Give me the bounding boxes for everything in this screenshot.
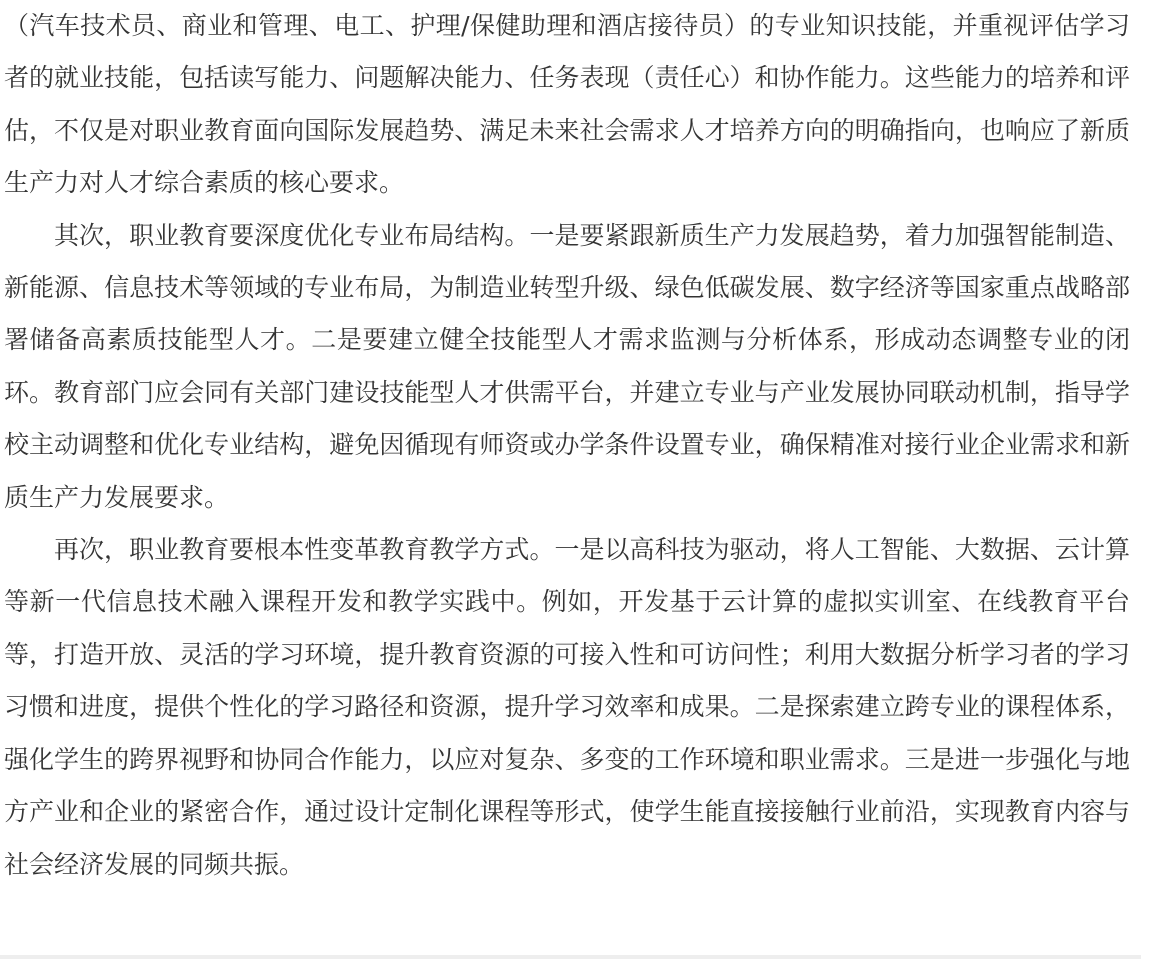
bottom-divider bbox=[0, 955, 1141, 959]
article-paragraph: 其次，职业教育要深度优化专业布局结构。一是要紧跟新质生产力发展趋势，着力加强智能制造、新能源、信息技术等领域的专业布局，为制造业转型升级、绿色低碳发展、数字经济等国家重点战略部署储备高素质技能型人才。二是要建立健全技能型人才需求监测与分析体系，形成动态调整专业的闭环。教育部门应会同有关部门建设技能型人才供需平台，并建立专业与产业发展协同联动机制，指导学校主动调整和优化专业结构，避免因循现有师资或办学条件设置专业，确保精准对接行业企业需求和新质生产力发展要求。 bbox=[4, 220, 1130, 512]
article-paragraph: 再次，职业教育要根本性变革教育教学方式。一是以高科技为驱动，将人工智能、大数据、云计算等新一代信息技术融入课程开发和教学实践中。例如，开发基于云计算的虚拟实训室、在线教育平台等，打造开放、灵活的学习环境，提升教育资源的可接入性和可访问性；利用大数据分析学习者的学习习惯和进度，提供个性化的学习路径和资源，提升学习效率和成果。二是探索建立跨专业的课程体系，强化学生的跨界视野和协同合作能力，以应对复杂、多变的工作环境和职业需求。三是进一步强化与地方产业和企业的紧密合作，通过设计定制化课程等形式，使学生能直接接触行业前沿，实现教育内容与社会经济发展的同频共振。 bbox=[4, 535, 1130, 879]
article-paragraph: （汽车技术员、商业和管理、电工、护理/保健助理和酒店接待员）的专业知识技能，并重视评估学习者的就业技能，包括读写能力、问题解决能力、任务表现（责任心）和协作能力。这些能力的培养和评估，不仅是对职业教育面向国际发展趋势、满足未来社会需求人才培养方向的明确指向，也响应了新质生产力对人才综合素质的核心要求。 bbox=[4, 11, 1130, 198]
article-body bbox=[4, 0, 1130, 891]
